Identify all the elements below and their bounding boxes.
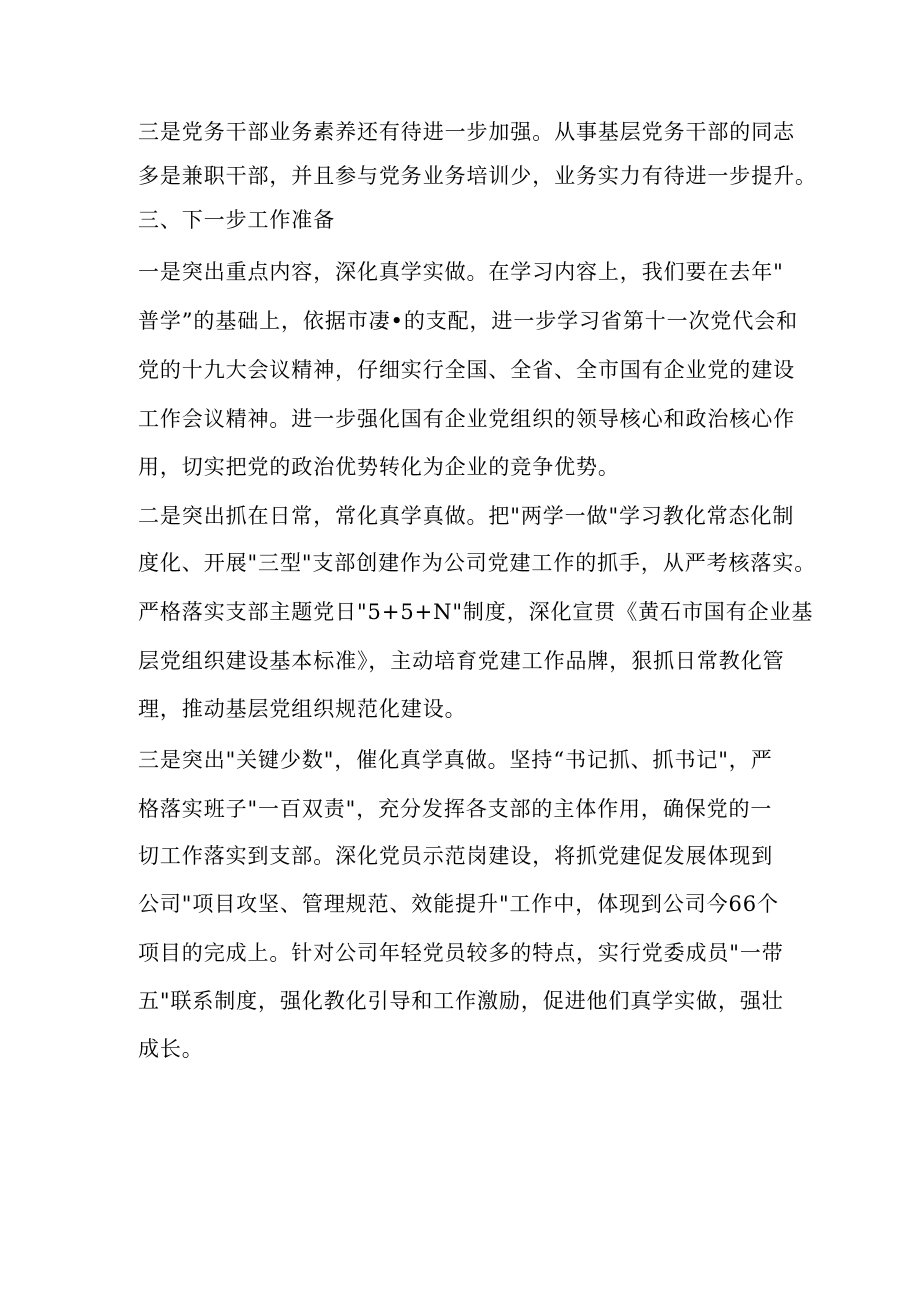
text-line: 多是兼职干部，并且参与党务业务培训少，业务实力有待进一步提升。: [138, 164, 817, 188]
text-line: 公司"项目攻坚、管理规范、效能提升"工作中，体现到公司今66个: [138, 892, 779, 916]
text-line: 工作会议精神。进一步强化国有企业党组织的领导核心和政治核心作: [138, 407, 795, 431]
text-line: 一是突出重点内容，深化真学实做。在学习内容上，我们要在去年": [138, 260, 784, 284]
text-line: 用，切实把党的政治优势转化为企业的竞争优势。: [138, 455, 620, 479]
text-line: 五"联系制度，强化教化引导和工作激励，促进他们真学实做，强壮: [138, 989, 784, 1013]
text-line: 二是突出抓在日常，常化真学真做。把"两学一做"学习教化常态化制: [138, 504, 795, 528]
text-line: 格落实班子"一百双责"，充分发挥各支部的主体作用，确保党的一: [138, 797, 773, 821]
text-line: 严格落实支部主题党日"5+5+N"制度，深化宣贯《黄石市国有企业基: [138, 600, 814, 624]
text-line: 党的十九大会议精神，仔细实行全国、全省、全市国有企业党的建设: [138, 358, 795, 382]
text-line: 理，推动基层党组织规范化建设。: [138, 697, 467, 721]
text-line: 三是党务干部业务素养还有待进一步加强。从事基层党务干部的同志: [138, 120, 795, 144]
text-line: 普学”的基础上，依据市凄•的支配，进一步学习省第十一次党代会和: [138, 309, 799, 333]
section-heading: 三、下一步工作准备: [138, 208, 336, 232]
text-line: 度化、开展"三型"支部创建作为公司党建工作的抓手，从严考核落实。: [138, 551, 817, 575]
text-line: 三是突出"关键少数"，催化真学真做。坚持“书记抓、抓书记"，严: [138, 748, 773, 772]
text-line: 层党组织建设基本标准》，主动培育党建工作品牌，狠抓日常教化管: [138, 649, 785, 673]
text-line: 成长。: [138, 1037, 204, 1061]
text-line: 项目的完成上。针对公司年轻党员较多的特点，实行党委成员"一带: [138, 941, 784, 965]
text-line: 切工作落实到支部。深化党员示范岗建设，将抓党建促发展体现到: [138, 844, 774, 868]
